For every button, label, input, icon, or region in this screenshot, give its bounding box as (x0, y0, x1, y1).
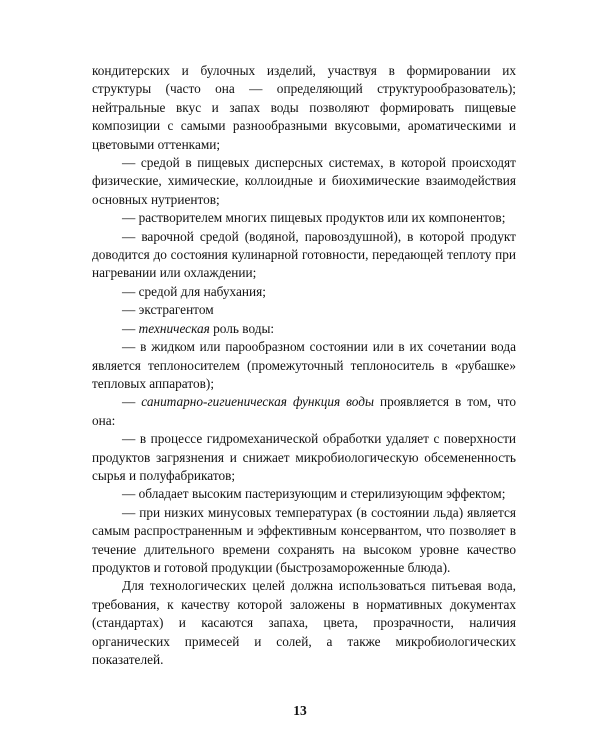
paragraph-1: кондитерских и булочных изделий, участвуя в формировании их структуры (часто она — определяющий структурообразователь); нейтральные вкус и запах воды позволяют формировать пищевые композиции с самыми разнообразными вкусовыми, ароматическими и цветовыми оттенками; (92, 63, 516, 152)
paragraph-9-rest: проявляется в том, что она: (92, 394, 517, 428)
paragraph-7-italic: техническая (138, 320, 210, 336)
document-page (92, 62, 516, 669)
paragraph-9-dash: — (122, 394, 142, 410)
paragraph-3: — растворителем многих пищевых продуктов или их компонентов; (122, 210, 506, 226)
paragraph-10: — в процессе гидромеханической обработки удаляет с поверхности продуктов загрязнения и снижает микробиологическую обсемененность сырья и полуфабрикатов; (92, 431, 516, 483)
paragraph-4: — варочной средой (водяной, паровоздушной), в которой продукт доводится до состояния кулинарной готовности, передающей теплоту при нагревании или охлаждении; (92, 228, 516, 281)
paragraph-11: — обладает высоким пастеризующим и стерилизующим эффектом; (122, 486, 506, 502)
paragraph-9 (92, 393, 516, 430)
paragraph-7 (92, 320, 516, 338)
paragraph-2: — средой в пищевых дисперсных системах, в которой происходят физические, химические, коллоидные и биохимические взаимодействия основных нутриентов; (92, 155, 516, 207)
paragraph-12: — при низких минусовых температурах (в состоянии льда) является самым распространенным и эффективным консервантом, что позволяет в течение длительного времени сохранять на высоком уровне качество продуктов и готовой продукции (быстрозамороженные блюда). (92, 504, 516, 575)
page-number: 13 (293, 703, 307, 718)
paragraph-8: — в жидком или парообразном состоянии или в их сочетании вода является теплоносителем (промежуточный теплоноситель в «рубашке» тепловых аппаратов); (92, 339, 516, 391)
paragraph-7-dash: — (122, 320, 139, 336)
paragraph-6: — экстрагентом (122, 302, 214, 318)
paragraph-7-rest: роль воды: (209, 320, 275, 336)
paragraph-5: — средой для набухания; (122, 283, 266, 299)
paragraph-9-italic: санитарно-гигиеническая функция воды (141, 394, 374, 410)
paragraph-13: Для технологических целей должна использоваться питьевая вода, требования, к качеству которой заложены в нормативных документах (стандартах) и касаются запаха, цвета, прозрачности, наличия органических примесей и солей, а также микробиологических показателей. (92, 578, 516, 667)
